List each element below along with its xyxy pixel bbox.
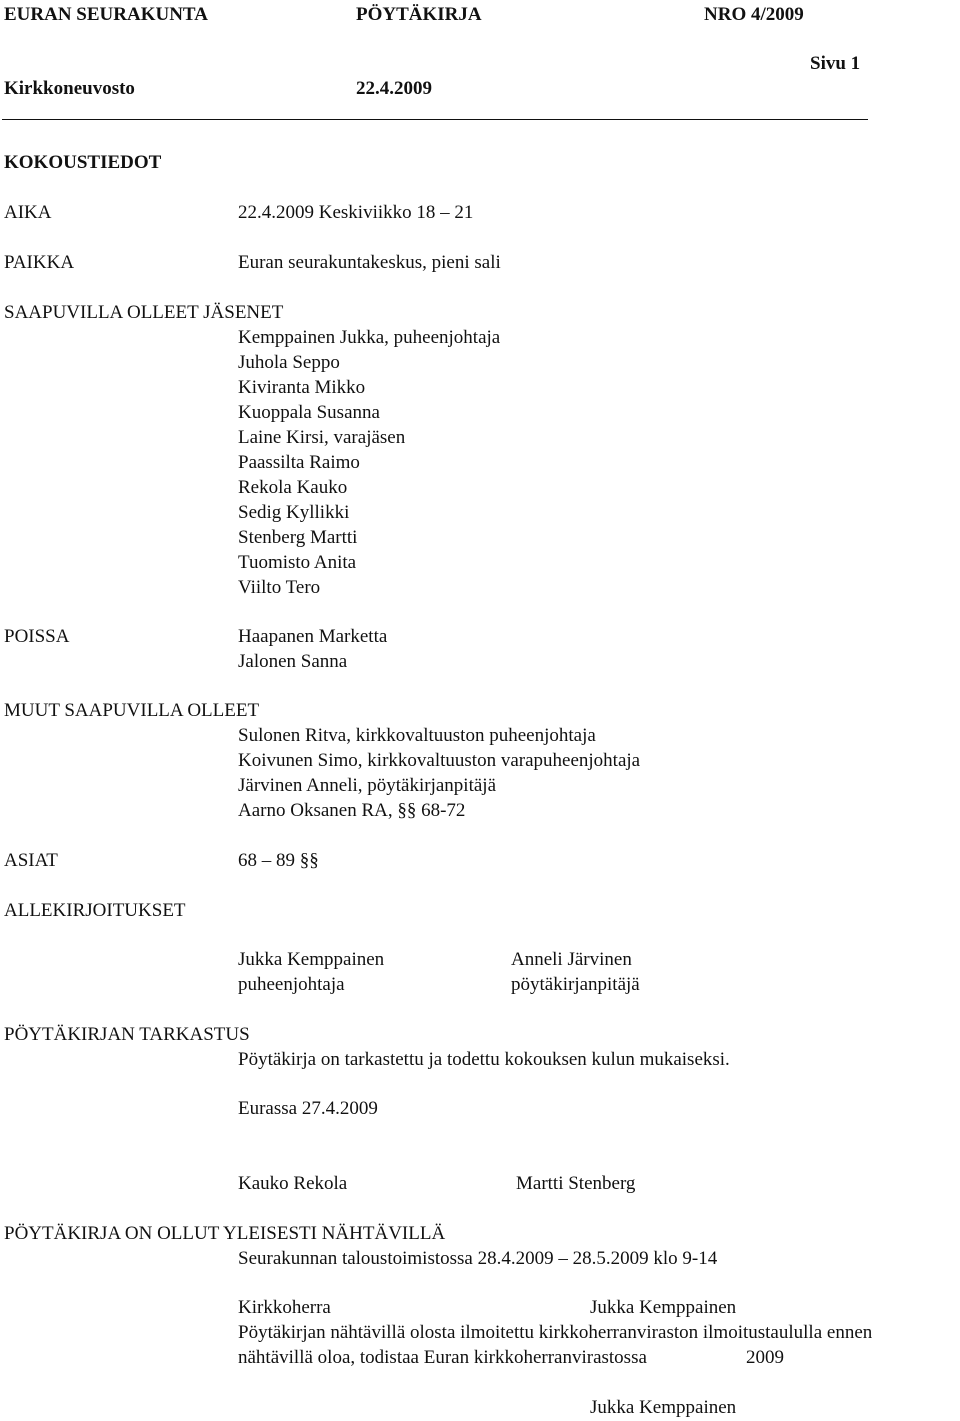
present-member: Paassilta Raimo bbox=[238, 452, 360, 473]
aika-value: 22.4.2009 Keskiviikko 18 – 21 bbox=[238, 202, 474, 223]
absent-label: POISSA bbox=[4, 626, 70, 647]
others-member: Sulonen Ritva, kirkkovaltuuston puheenjohtaja bbox=[238, 725, 596, 746]
present-label: SAAPUVILLA OLLEET JÄSENET bbox=[4, 302, 284, 323]
present-member: Kuoppala Susanna bbox=[238, 402, 380, 423]
others-member: Koivunen Simo, kirkkovaltuuston varapuheenjohtaja bbox=[238, 750, 641, 771]
absent-member: Jalonen Sanna bbox=[238, 651, 348, 672]
header-number: NRO 4/2009 bbox=[704, 4, 804, 25]
signature-left-name: Jukka Kemppainen bbox=[238, 949, 385, 970]
present-member: Viilto Tero bbox=[238, 577, 321, 598]
review-place-date: Eurassa 27.4.2009 bbox=[238, 1098, 378, 1119]
asiat-value: 68 – 89 §§ bbox=[238, 850, 319, 871]
review-text: Pöytäkirja on tarkastettu ja todettu kokouksen kulun mukaiseksi. bbox=[238, 1049, 730, 1070]
public-text: Seurakunnan taloustoimistossa 28.4.2009 – 28.5.2009 klo 9-14 bbox=[238, 1248, 718, 1269]
aika-label: AIKA bbox=[4, 202, 52, 223]
header-body: Kirkkoneuvosto bbox=[4, 78, 135, 99]
paikka-value: Euran seurakuntakeskus, pieni sali bbox=[238, 252, 501, 273]
signature-left-role: puheenjohtaja bbox=[238, 974, 345, 995]
public-role-name: Jukka Kemppainen bbox=[590, 1297, 737, 1318]
review-label: PÖYTÄKIRJAN TARKASTUS bbox=[4, 1024, 250, 1045]
present-member: Laine Kirsi, varajäsen bbox=[238, 427, 406, 448]
others-member: Aarno Oksanen RA, §§ 68-72 bbox=[238, 800, 466, 821]
header-page: Sivu 1 bbox=[810, 53, 861, 74]
paikka-label: PAIKKA bbox=[4, 252, 75, 273]
section-title: KOKOUSTIEDOT bbox=[4, 152, 162, 173]
public-notice-line-1: Pöytäkirjan nähtävillä olosta ilmoitettu kirkkoherranviraston ilmoitustaululla ennen bbox=[238, 1322, 873, 1343]
header-org: EURAN SEURAKUNTA bbox=[4, 4, 208, 25]
header-date: 22.4.2009 bbox=[356, 78, 432, 99]
header-rule bbox=[2, 119, 868, 120]
present-member: Rekola Kauko bbox=[238, 477, 348, 498]
present-member: Stenberg Martti bbox=[238, 527, 358, 548]
others-member: Järvinen Anneli, pöytäkirjanpitäjä bbox=[238, 775, 497, 796]
public-label: PÖYTÄKIRJA ON OLLUT YLEISESTI NÄHTÄVILLÄ bbox=[4, 1223, 446, 1244]
present-member: Kiviranta Mikko bbox=[238, 377, 366, 398]
public-role: Kirkkoherra bbox=[238, 1297, 331, 1318]
present-member: Sedig Kyllikki bbox=[238, 502, 350, 523]
reviewer-2: Martti Stenberg bbox=[516, 1173, 636, 1194]
asiat-label: ASIAT bbox=[4, 850, 58, 871]
signature-right-name: Anneli Järvinen bbox=[511, 949, 632, 970]
public-notice-line-2: nähtävillä oloa, todistaa Euran kirkkoherranvirastossa bbox=[238, 1347, 647, 1368]
signatures-label: ALLEKIRJOITUKSET bbox=[4, 900, 186, 921]
present-member: Juhola Seppo bbox=[238, 352, 340, 373]
public-notice-year: 2009 bbox=[746, 1347, 784, 1368]
reviewer-1: Kauko Rekola bbox=[238, 1173, 348, 1194]
absent-member: Haapanen Marketta bbox=[238, 626, 388, 647]
signature-right-role: pöytäkirjanpitäjä bbox=[511, 974, 640, 995]
present-member: Kemppainen Jukka, puheenjohtaja bbox=[238, 327, 501, 348]
present-member: Tuomisto Anita bbox=[238, 552, 357, 573]
header-doc-type: PÖYTÄKIRJA bbox=[356, 4, 482, 25]
public-signer: Jukka Kemppainen bbox=[590, 1397, 737, 1418]
others-label: MUUT SAAPUVILLA OLLEET bbox=[4, 700, 260, 721]
